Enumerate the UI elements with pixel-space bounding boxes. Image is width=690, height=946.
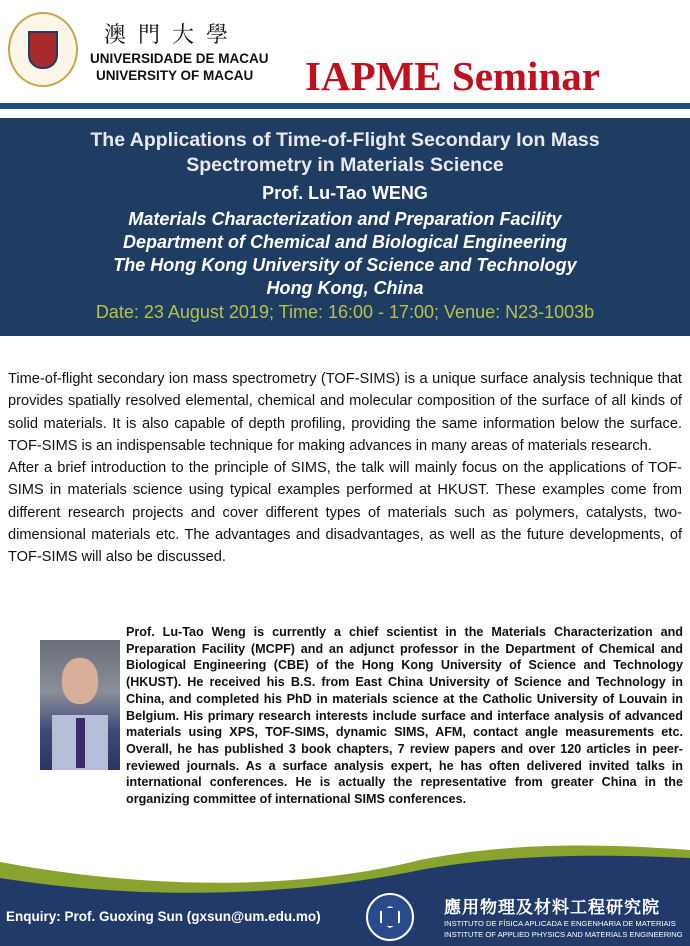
institute-name-zh: 應用物理及材料工程研究院 bbox=[444, 898, 660, 917]
speaker-bio: Prof. Lu-Tao Weng is currently a chief scientist in the Materials Characterization and Preparation Facility (MCPF) and an adjunct professor in the Department of Chemical and Biological Engineering (CBE) of the Hong Kong University of Science and Technology (HKUST). He received his B.S. from East China University of Science and Technology in China, and completed his PhD in materials science at the Catholic University of Louvain in Belgium. His primary research interests include surface and interface analysis of advanced materials using XPS, TOF-SIMS, dynamic SIMS, AFM, contact angle measurements etc. Overall, he has published 3 book chapters, 7 review papers and over 120 articles in peer-reviewed journals. As a surface analysis expert, he has often delivered invited talks in international conferences. He is actually the representative from greater China in the organizing committee of international SIMS conferences. bbox=[126, 625, 683, 807]
divider bbox=[0, 103, 690, 109]
talk-banner bbox=[0, 118, 690, 336]
university-logo bbox=[8, 12, 78, 87]
affiliation-line: Hong Kong, China bbox=[266, 278, 424, 298]
enquiry-contact: Enquiry: Prof. Guoxing Sun (gxsun@um.edu.mo) bbox=[6, 909, 321, 924]
uni-name-en: UNIVERSITY OF MACAU bbox=[96, 68, 254, 83]
talk-title: The Applications of Time-of-Flight Secondary Ion Mass Spectrometry in Materials Science bbox=[90, 129, 600, 176]
crest-icon bbox=[28, 31, 58, 69]
speaker-photo bbox=[40, 640, 120, 770]
event-title: IAPME Seminar bbox=[305, 53, 600, 99]
affiliation-line: Materials Characterization and Preparation Facility bbox=[128, 209, 562, 229]
institute-name bbox=[444, 893, 683, 940]
abstract-paragraph: Time-of-flight secondary ion mass spectrometry (TOF-SIMS) is a unique surface analysis technique that provides spatially resolved elemental, chemical and molecular composition of the surface of all kinds of solid materials. It is also capable of depth profiling, providing the same information below the surface. TOF-SIMS is an indispensable technique for making advances in many areas of materials research. bbox=[8, 371, 682, 454]
institute-seal-icon bbox=[366, 893, 414, 941]
affiliation-line: Department of Chemical and Biological Engineering bbox=[122, 232, 568, 252]
affiliation bbox=[0, 208, 690, 300]
uni-name-zh: 澳門大學 bbox=[104, 23, 241, 48]
institute-name-en: INSTITUTE OF APPLIED PHYSICS AND MATERIALS ENGINEERING bbox=[444, 930, 683, 939]
affiliation-line: The Hong Kong University of Science and Technology bbox=[113, 255, 577, 275]
uni-name-pt: UNIVERSIDADE DE MACAU bbox=[90, 51, 269, 66]
abstract-paragraph: After a brief introduction to the principle of SIMS, the talk will mainly focus on the applications of TOF-SIMS in materials science using typical examples performed at HKUST. These examples come from different research projects and cover different types of materials such as polymers, catalysts, two-dimensional materials etc. The advantages and disadvantages, as well as the future developments, of TOF-SIMS will also be discussed. bbox=[8, 460, 682, 566]
institute-name-pt: INSTITUTO DE FÍSICA APLICADA E ENGENHARIA DE MATERIAIS bbox=[444, 919, 676, 928]
speaker-name: Prof. Lu-Tao WENG bbox=[262, 183, 428, 203]
date-time-venue: Date: 23 August 2019; Time: 16:00 - 17:00; Venue: N23-1003b bbox=[95, 302, 595, 322]
university-name bbox=[90, 18, 269, 83]
abstract bbox=[8, 368, 682, 569]
